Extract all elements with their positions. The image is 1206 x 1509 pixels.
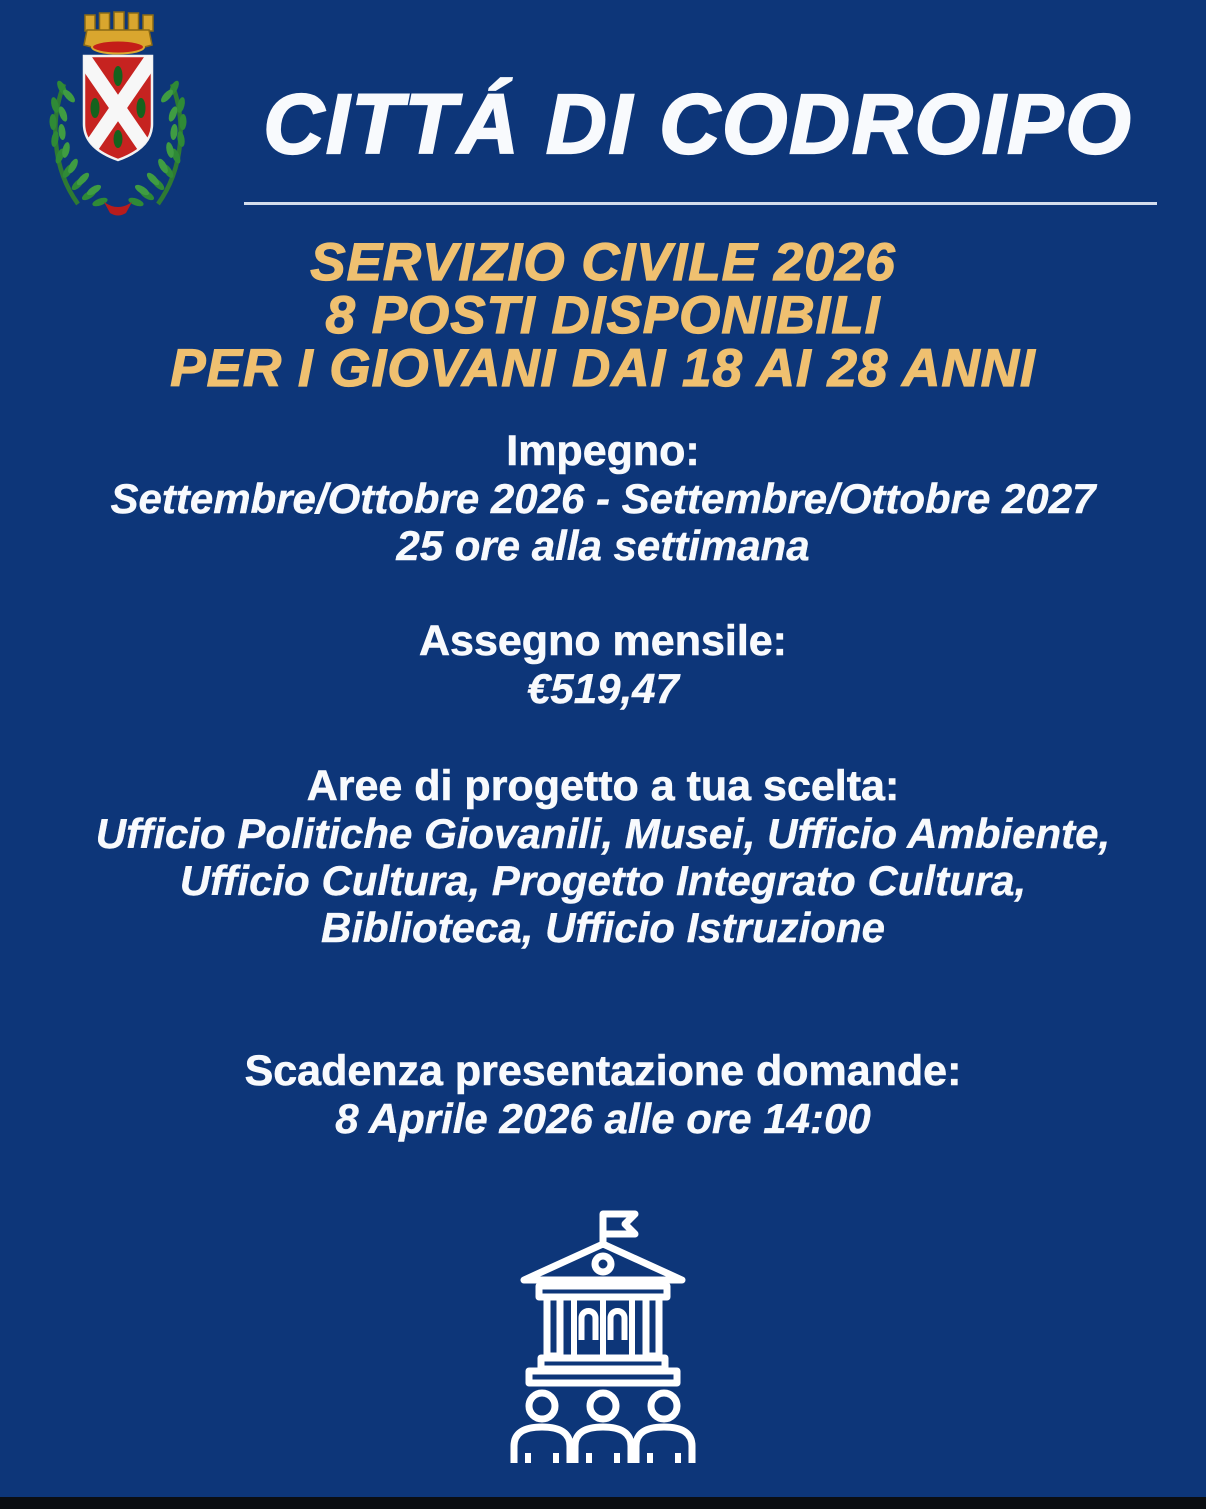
coat-of-arms-icon	[42, 8, 194, 216]
mural-crown	[84, 12, 153, 54]
pediment-circle	[595, 1256, 611, 1272]
arch	[582, 1311, 596, 1340]
section-heading: Scadenza presentazione domande:	[244, 1047, 962, 1095]
town-hall-icon	[508, 1200, 698, 1485]
section-impegno	[0, 428, 1206, 569]
page-title: CITTÁ DI CODROIPO	[263, 77, 1133, 171]
wreath-ribbon	[104, 202, 132, 216]
section-heading: Aree di progetto a tua scelta:	[306, 762, 900, 810]
section-assegno	[0, 618, 1206, 712]
section-line: Ufficio Cultura, Progetto Integrato Cultura,	[179, 857, 1027, 904]
arch	[611, 1311, 625, 1340]
title-divider	[244, 202, 1157, 205]
headline-line: PER I GIOVANI DAI 18 AI 28 ANNI	[170, 339, 1036, 398]
section-line: Settembre/Ottobre 2026 - Settembre/Ottobre 2027	[110, 475, 1096, 522]
base-step-2	[529, 1371, 677, 1383]
shield	[78, 50, 158, 166]
section-aree	[0, 763, 1206, 951]
headline-line: SERVIZIO CIVILE 2026	[310, 233, 896, 292]
section-heading: Impegno:	[506, 427, 700, 475]
bottom-black-bar	[0, 1497, 1206, 1509]
headline-block	[0, 233, 1206, 398]
section-line: Biblioteca, Ufficio Istruzione	[321, 904, 885, 951]
section-heading: Assegno mensile:	[419, 617, 787, 665]
section-line: Ufficio Politiche Giovanili, Musei, Ufficio Ambiente,	[95, 810, 1111, 857]
section-line: 25 ore alla settimana	[396, 522, 810, 569]
section-line: €519,47	[527, 665, 679, 712]
column-right	[646, 1297, 659, 1356]
citizens	[514, 1393, 692, 1463]
section-line: 8 Aprile 2026 alle ore 14:00	[335, 1095, 871, 1142]
base-step-1	[541, 1358, 665, 1369]
column-left	[547, 1297, 560, 1356]
headline-line: 8 POSTI DISPONIBILI	[325, 286, 881, 345]
section-scadenza	[0, 1048, 1206, 1142]
